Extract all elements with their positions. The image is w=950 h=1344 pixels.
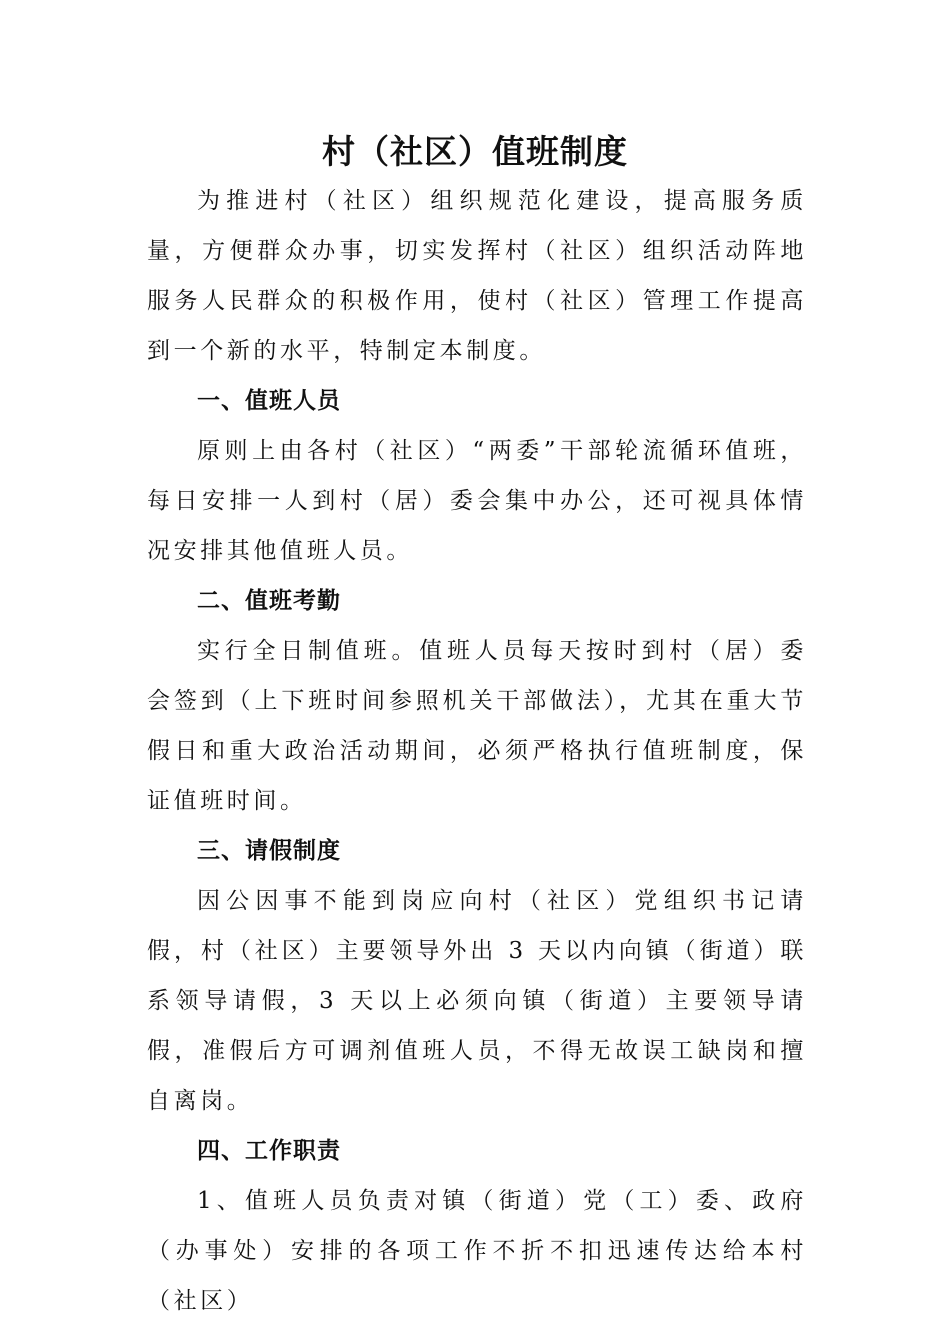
section-heading-duty-personnel: 一、值班人员 [197,388,341,414]
section-heading-responsibilities: 四、工作职责 [197,1138,341,1164]
section-heading-leave-policy: 三、请假制度 [197,838,341,864]
section-paragraph-leave-policy: 因公因事不能到岗应向村（社区）党组织书记请假，村（社区）主要领导外出 3 天以内向镇（街道）联系领导请假，3 天以上必须向镇（街道）主要领导请假，准假后方可调剂值班人员，不得无故误工缺岗和擅自离岗。 [147,888,807,1114]
intro-paragraph: 为推进村（社区）组织规范化建设，提高服务质量，方便群众办事，切实发挥村（社区）组织活动阵地服务人民群众的积极作用，使村（社区）管理工作提高到一个新的水平，特制定本制度。 [147,188,807,364]
document-title: 村（社区）值班制度 [322,132,628,171]
section-paragraph-responsibilities: 1、值班人员负责对镇（街道）党（工）委、政府（办事处）安排的各项工作不折不扣迅速传达给本村（社区） [147,1188,807,1314]
section-paragraph-duty-personnel: 原则上由各村（社区）“两委”干部轮流循环值班，每日安排一人到村（居）委会集中办公，还可视具体情况安排其他值班人员。 [147,438,807,564]
document-body [147,176,807,1326]
section-paragraph-attendance: 实行全日制值班。值班人员每天按时到村（居）委会签到（上下班时间参照机关干部做法），尤其在重大节假日和重大政治活动期间，必须严格执行值班制度，保证值班时间。 [147,638,807,814]
section-heading-attendance: 二、值班考勤 [197,588,341,614]
